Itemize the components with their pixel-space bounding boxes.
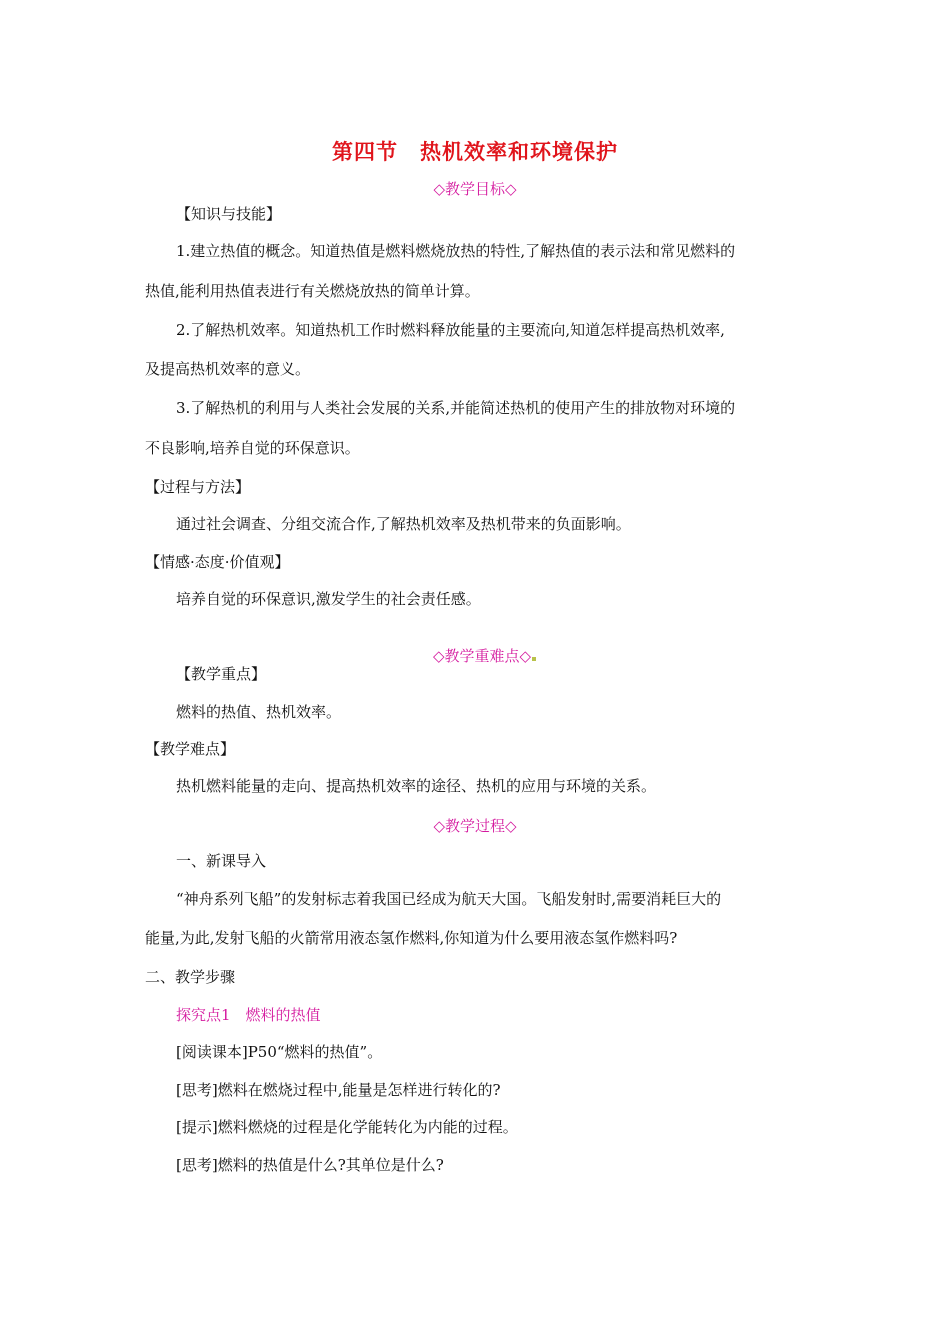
read-textbook-line: [阅读课本]P50“燃料的热值”。 (176, 1043, 383, 1061)
label-new-lesson-intro: 一、新课导入 (176, 852, 267, 870)
hint-line: [提示]燃料燃烧的过程是化学能转化为内能的过程。 (176, 1118, 518, 1136)
marker-dot (532, 657, 536, 661)
key-points-text: 燃料的热值、热机效率。 (176, 703, 342, 721)
label-knowledge-skills: 【知识与技能】 (176, 205, 282, 223)
goal-1-line-1: 1.建立热值的概念。知道热值是燃料燃烧放热的特性,了解热值的表示法和常见燃料的 (176, 242, 736, 260)
page-title: 第四节 热机效率和环境保护 (332, 140, 618, 164)
label-teaching-key-points: 【教学重点】 (176, 665, 267, 683)
intro-line-2: 能量,为此,发射飞船的火箭常用液态氢作燃料,你知道为什么要用液态氢作燃料吗? (145, 929, 678, 947)
goal-3-line-2: 不良影响,培养自觉的环保意识。 (145, 439, 360, 457)
label-process-methods: 【过程与方法】 (145, 478, 251, 496)
difficulties-text: 热机燃料能量的走向、提高热机效率的途径、热机的应用与环境的关系。 (176, 777, 657, 795)
emotion-text: 培养自觉的环保意识,激发学生的社会责任感。 (176, 590, 481, 608)
label-teaching-difficulties: 【教学难点】 (145, 740, 236, 758)
heading-teaching-goals: ◇教学目标◇ (433, 180, 517, 198)
goal-2-line-2: 及提高热机效率的意义。 (145, 360, 311, 378)
goal-3-line-1: 3.了解热机的利用与人类社会发展的关系,并能简述热机的使用产生的排放物对环境的 (176, 399, 736, 417)
goal-1-line-2: 热值,能利用热值表进行有关燃烧放热的简单计算。 (145, 282, 480, 300)
intro-line-1: “神舟系列飞船”的发射标志着我国已经成为航天大国。飞船发射时,需要消耗巨大的 (176, 890, 722, 908)
think-line-2: [思考]燃料的热值是什么?其单位是什么? (176, 1156, 444, 1174)
label-teaching-steps: 二、教学步骤 (145, 968, 236, 986)
process-text: 通过社会调查、分组交流合作,了解热机效率及热机带来的负面影响。 (176, 515, 631, 533)
label-emotion-attitude-values: 【情感·态度·价值观】 (145, 553, 290, 571)
heading-key-difficult-points (0, 627, 950, 684)
goal-2-line-1: 2.了解热机效率。知道热机工作时燃料释放能量的主要流向,知道怎样提高热机效率, (176, 321, 725, 339)
explore-point-1-heading: 探究点1 燃料的热值 (176, 1006, 321, 1024)
heading-key-difficult-points-text: ◇教学重难点◇ (433, 647, 532, 665)
heading-teaching-process: ◇教学过程◇ (433, 817, 517, 835)
think-line-1: [思考]燃料在燃烧过程中,能量是怎样进行转化的? (176, 1081, 501, 1099)
